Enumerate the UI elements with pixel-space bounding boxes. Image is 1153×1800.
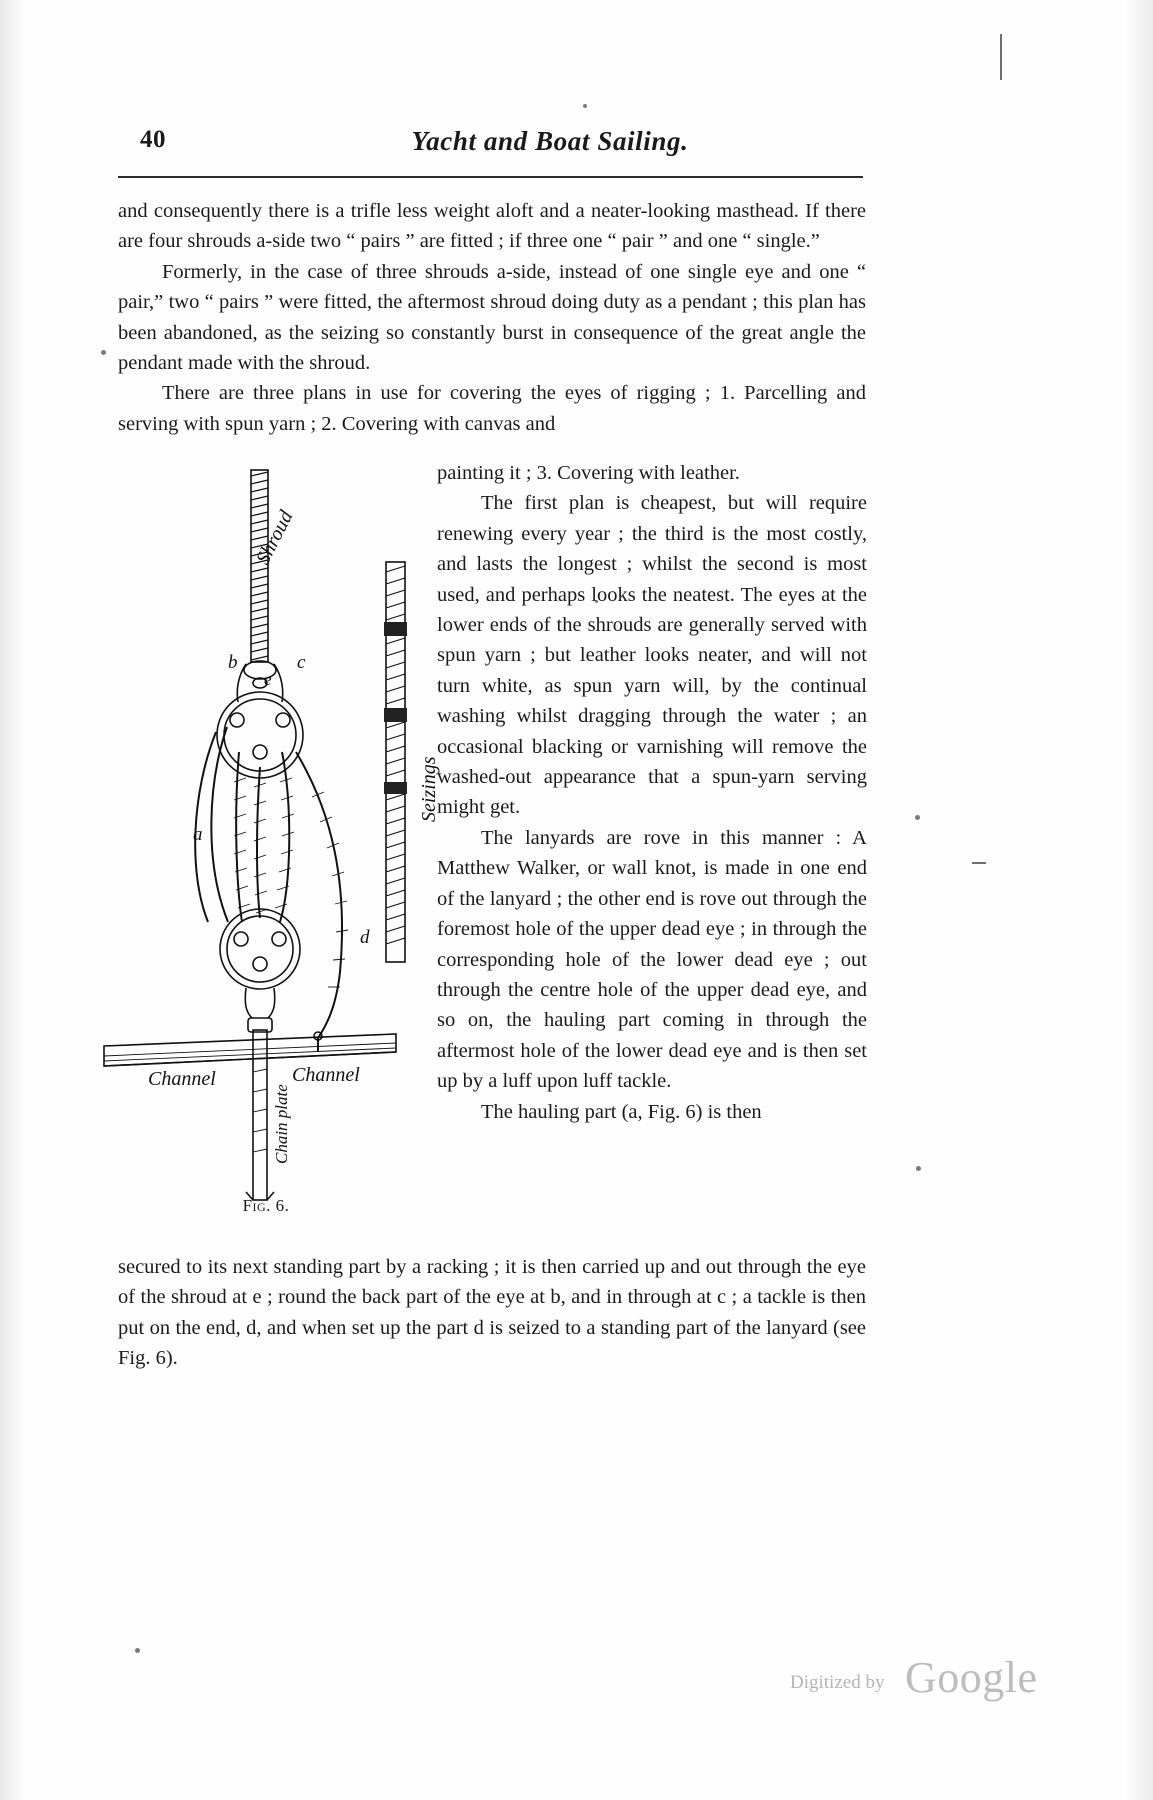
paragraph-5: The lanyards are rove in this manner : A Matthew Walker, or wall knot, is made in one end of the lanyard ; the other end is rove out through the foremost hole of the upper dead eye ; in through the corresponding hole of the lower dead eye ; out through the centre hole of the upper dead eye, and so on, the hauling part coming in through the aftermost hole of the lower dead eye and is then set up by a luff upon luff tackle. — [437, 826, 867, 1093]
figure-label-shroud: Shroud — [252, 507, 298, 568]
google-wordmark: Google — [905, 1653, 1038, 1702]
figure-label-c: c — [297, 652, 306, 673]
rigging-diagram-svg — [96, 452, 436, 1232]
figure-caption: Fig. 6. — [242, 1196, 290, 1215]
figure-label-d: d — [360, 927, 370, 948]
page-left-edge-shadow — [0, 0, 26, 1800]
page-number: 40 — [140, 126, 166, 153]
figure-label-channel-right: Channel — [292, 1064, 360, 1086]
figure-label-a: a — [193, 824, 203, 845]
figure-label-seizings: Seizings — [418, 756, 440, 822]
paragraph-3: There are three plans in use for covering the eyes of rigging ; 1. Parcelling and serving with spun yarn ; 2. Covering with canvas and — [118, 382, 866, 435]
paragraph-3-continued: painting it ; 3. Covering with leather. — [437, 462, 740, 484]
digitized-by-label: Digitized by — [790, 1672, 885, 1693]
scan-speck — [915, 815, 920, 820]
paragraph-6-start: The hauling part (a, Fig. 6) is then — [481, 1100, 762, 1123]
scan-speck — [135, 1648, 140, 1653]
header-rule — [118, 176, 863, 178]
page-header — [120, 126, 980, 172]
body-text-right-column — [437, 458, 867, 1127]
crop-mark-top-right — [1000, 34, 1002, 80]
scan-speck — [916, 1166, 921, 1171]
scan-speck — [583, 104, 587, 108]
body-text-top — [118, 196, 866, 439]
figure-label-e: e — [264, 670, 272, 689]
running-title: Yacht and Boat Sailing. — [411, 126, 689, 156]
crop-mark-right-middle — [972, 862, 986, 864]
paragraph-2: Formerly, in the case of three shrouds a-side, instead of one single eye and one “ pair,” two “ pairs ” were fitted, the aftermost shroud doing duty as a pendant ; this plan has been abandoned, as the seizing so constantly burst in consequence of the great angle the pendant made with the shroud. — [118, 260, 866, 375]
paragraph-1: and consequently there is a trifle less weight aloft and a neater-looking masthead. If there are four shrouds a-side two “ pairs ” are fitted ; if three one “ pair ” and one “ single.” — [118, 200, 866, 253]
figure-label-channel-left: Channel — [148, 1068, 216, 1090]
scan-speck — [101, 350, 106, 355]
paragraph-4: The first plan is cheapest, but will require renewing every year ; the third is the most costly, and lasts the longest ; whilst the second is most used, and perhaps looks the neatest. The eyes at the lower ends of the shrouds are generally served with spun yarn ; but leather looks neater, and will not turn white, as spun yarn will, by the continual washing whilst dragging through the water ; an occasional blacking or varnishing will remove the washed-out appearance that a spun-yarn serving might get. — [437, 492, 867, 819]
figure-label-chainplate: Chain plate — [272, 1084, 291, 1164]
figure-label-b: b — [228, 652, 238, 673]
paragraph-6-rest: secured to its next standing part by a racking ; it is then carried up and out through the eye of the shroud at e ; round the back part of the eye at b, and in through at c ; a tackle is then put on the end, d, and when set up the part d is seized to a standing part of the lanyard (see Fig. 6). — [118, 1256, 866, 1370]
body-text-bottom — [118, 1252, 866, 1374]
page-right-edge-shadow — [1123, 0, 1153, 1800]
figure-6-illustration — [96, 452, 440, 1232]
